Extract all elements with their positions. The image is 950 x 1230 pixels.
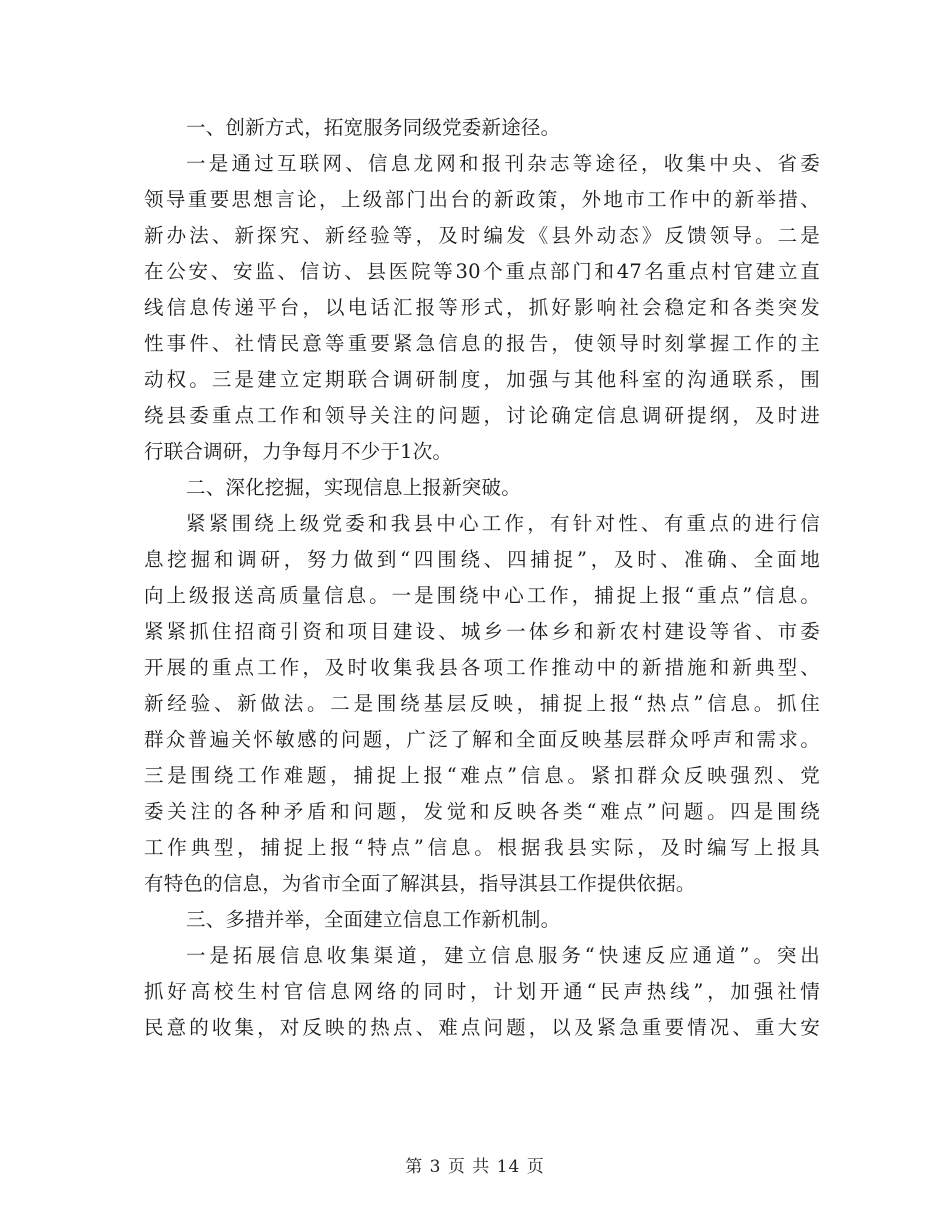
text-line: 行联合调研，力争每月不少于1次。 <box>144 440 453 463</box>
body-paragraph <box>144 506 820 902</box>
text-line: 有特色的信息，为省市全面了解淇县，指导淇县工作提供依据。 <box>144 872 696 895</box>
text-line: 在公安、安监、信访、县医院等30个重点部门和47名重点村官建立直 <box>144 260 820 283</box>
text-line: 新经验、新做法。二是围绕基层反映，捕捉上报“热点”信息。抓住 <box>144 692 820 715</box>
text-line: 委关注的各种矛盾和问题，发觉和反映各类“难点”问题。四是围绕 <box>144 800 820 823</box>
text-line: 抓好高校生村官信息网络的同时，计划开通“民声热线”，加强社情 <box>144 980 820 1003</box>
text-line: 民意的收集，对反映的热点、难点问题，以及紧急重要情况、重大安 <box>144 1016 820 1039</box>
body-paragraph <box>144 938 820 1046</box>
text-line: 一是拓展信息收集渠道，建立信息服务“快速反应通道”。突出 <box>186 944 820 967</box>
text-line: 线信息传递平台，以电话汇报等形式，抓好影响社会稳定和各类突发 <box>144 296 820 319</box>
section-heading <box>144 110 820 146</box>
text-line: 三是围绕工作难题，捕捉上报“难点”信息。紧扣群众反映强烈、党 <box>144 764 820 787</box>
document-body <box>144 110 820 1046</box>
body-paragraph <box>144 146 820 470</box>
section-heading <box>144 902 820 938</box>
text-line: 群众普遍关怀敏感的问题，广泛了解和全面反映基层群众呼声和需求。 <box>144 728 820 751</box>
text-line: 绕县委重点工作和领导关注的问题，讨论确定信息调研提纲，及时进 <box>144 404 820 427</box>
page-number-footer: 第 3 页 共 14 页 <box>405 1157 545 1177</box>
text-line: 开展的重点工作，及时收集我县各项工作推动中的新措施和新典型、 <box>144 656 820 679</box>
text-line: 三、多措并举，全面建立信息工作新机制。 <box>186 908 561 931</box>
text-line: 紧紧围绕上级党委和我县中心工作，有针对性、有重点的进行信 <box>186 512 820 535</box>
text-line: 二、深化挖掘，实现信息上报新突破。 <box>186 476 521 499</box>
section-heading <box>144 470 820 506</box>
text-line: 息挖掘和调研，努力做到“四围绕、四捕捉”，及时、准确、全面地 <box>144 548 820 571</box>
text-line: 工作典型，捕捉上报“特点”信息。根据我县实际，及时编写上报具 <box>144 836 820 859</box>
text-line: 性事件、社情民意等重要紧急信息的报告，使领导时刻掌握工作的主 <box>144 332 820 355</box>
text-line: 向上级报送高质量信息。一是围绕中心工作，捕捉上报“重点”信息。 <box>144 584 820 607</box>
text-line: 领导重要思想言论，上级部门出台的新政策，外地市工作中的新举措、 <box>144 188 820 211</box>
text-line: 动权。三是建立定期联合调研制度，加强与其他科室的沟通联系，围 <box>144 368 820 391</box>
text-line: 新办法、新探究、新经验等，及时编发《县外动态》反馈领导。二是 <box>144 224 820 247</box>
text-line: 紧紧抓住招商引资和项目建设、城乡一体乡和新农村建设等省、市委 <box>144 620 820 643</box>
text-line: 一、创新方式，拓宽服务同级党委新途径。 <box>186 116 561 139</box>
text-line: 一是通过互联网、信息龙网和报刊杂志等途径，收集中央、省委 <box>186 152 820 175</box>
